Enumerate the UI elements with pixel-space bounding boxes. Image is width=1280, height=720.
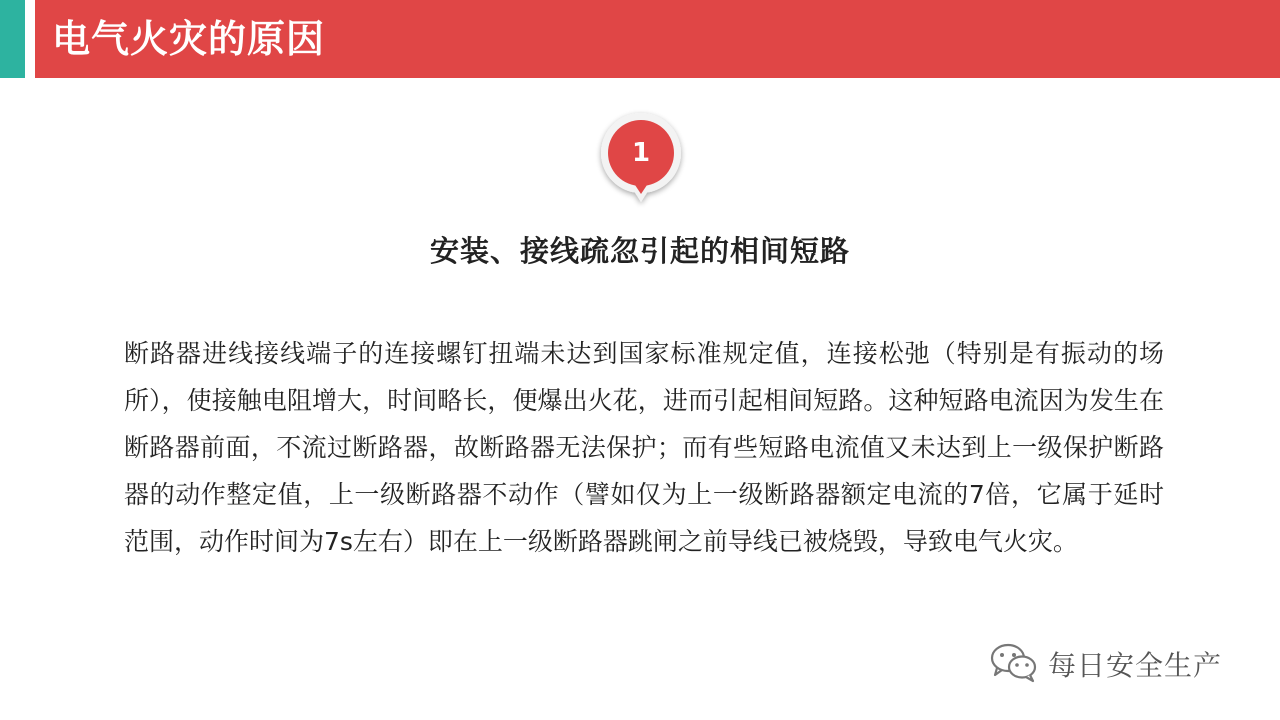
badge-number: 1	[631, 138, 651, 168]
watermark	[988, 640, 1222, 688]
side-accent-bar	[0, 0, 25, 78]
page-title: 电气火灾的原因	[52, 17, 326, 61]
body-paragraph: 断路器进线接线端子的连接螺钉扭端未达到国家标准规定值，连接松弛（特别是有振动的场所），使接触电阻增大，时间略长，便爆出火花，进而引起相间短路。这种短路电流因为发生在断路器前面，不流过断路器，故断路器无法保护；而有些短路电流值又未达到上一级保护断路器的动作整定值，上一级断路器不动作（譬如仅为上一级断路器额定电流的7倍，它属于延时范围，动作时间为7s左右）即在上一级断路器跳闸之前导线已被烧毁，导致电气火灾。	[124, 339, 1164, 556]
number-badge	[594, 108, 688, 208]
watermark-text: 每日安全生产	[1048, 649, 1223, 682]
section-subtitle: 安装、接线疏忽引起的相间短路	[429, 234, 850, 268]
wechat-icon	[988, 640, 1040, 688]
